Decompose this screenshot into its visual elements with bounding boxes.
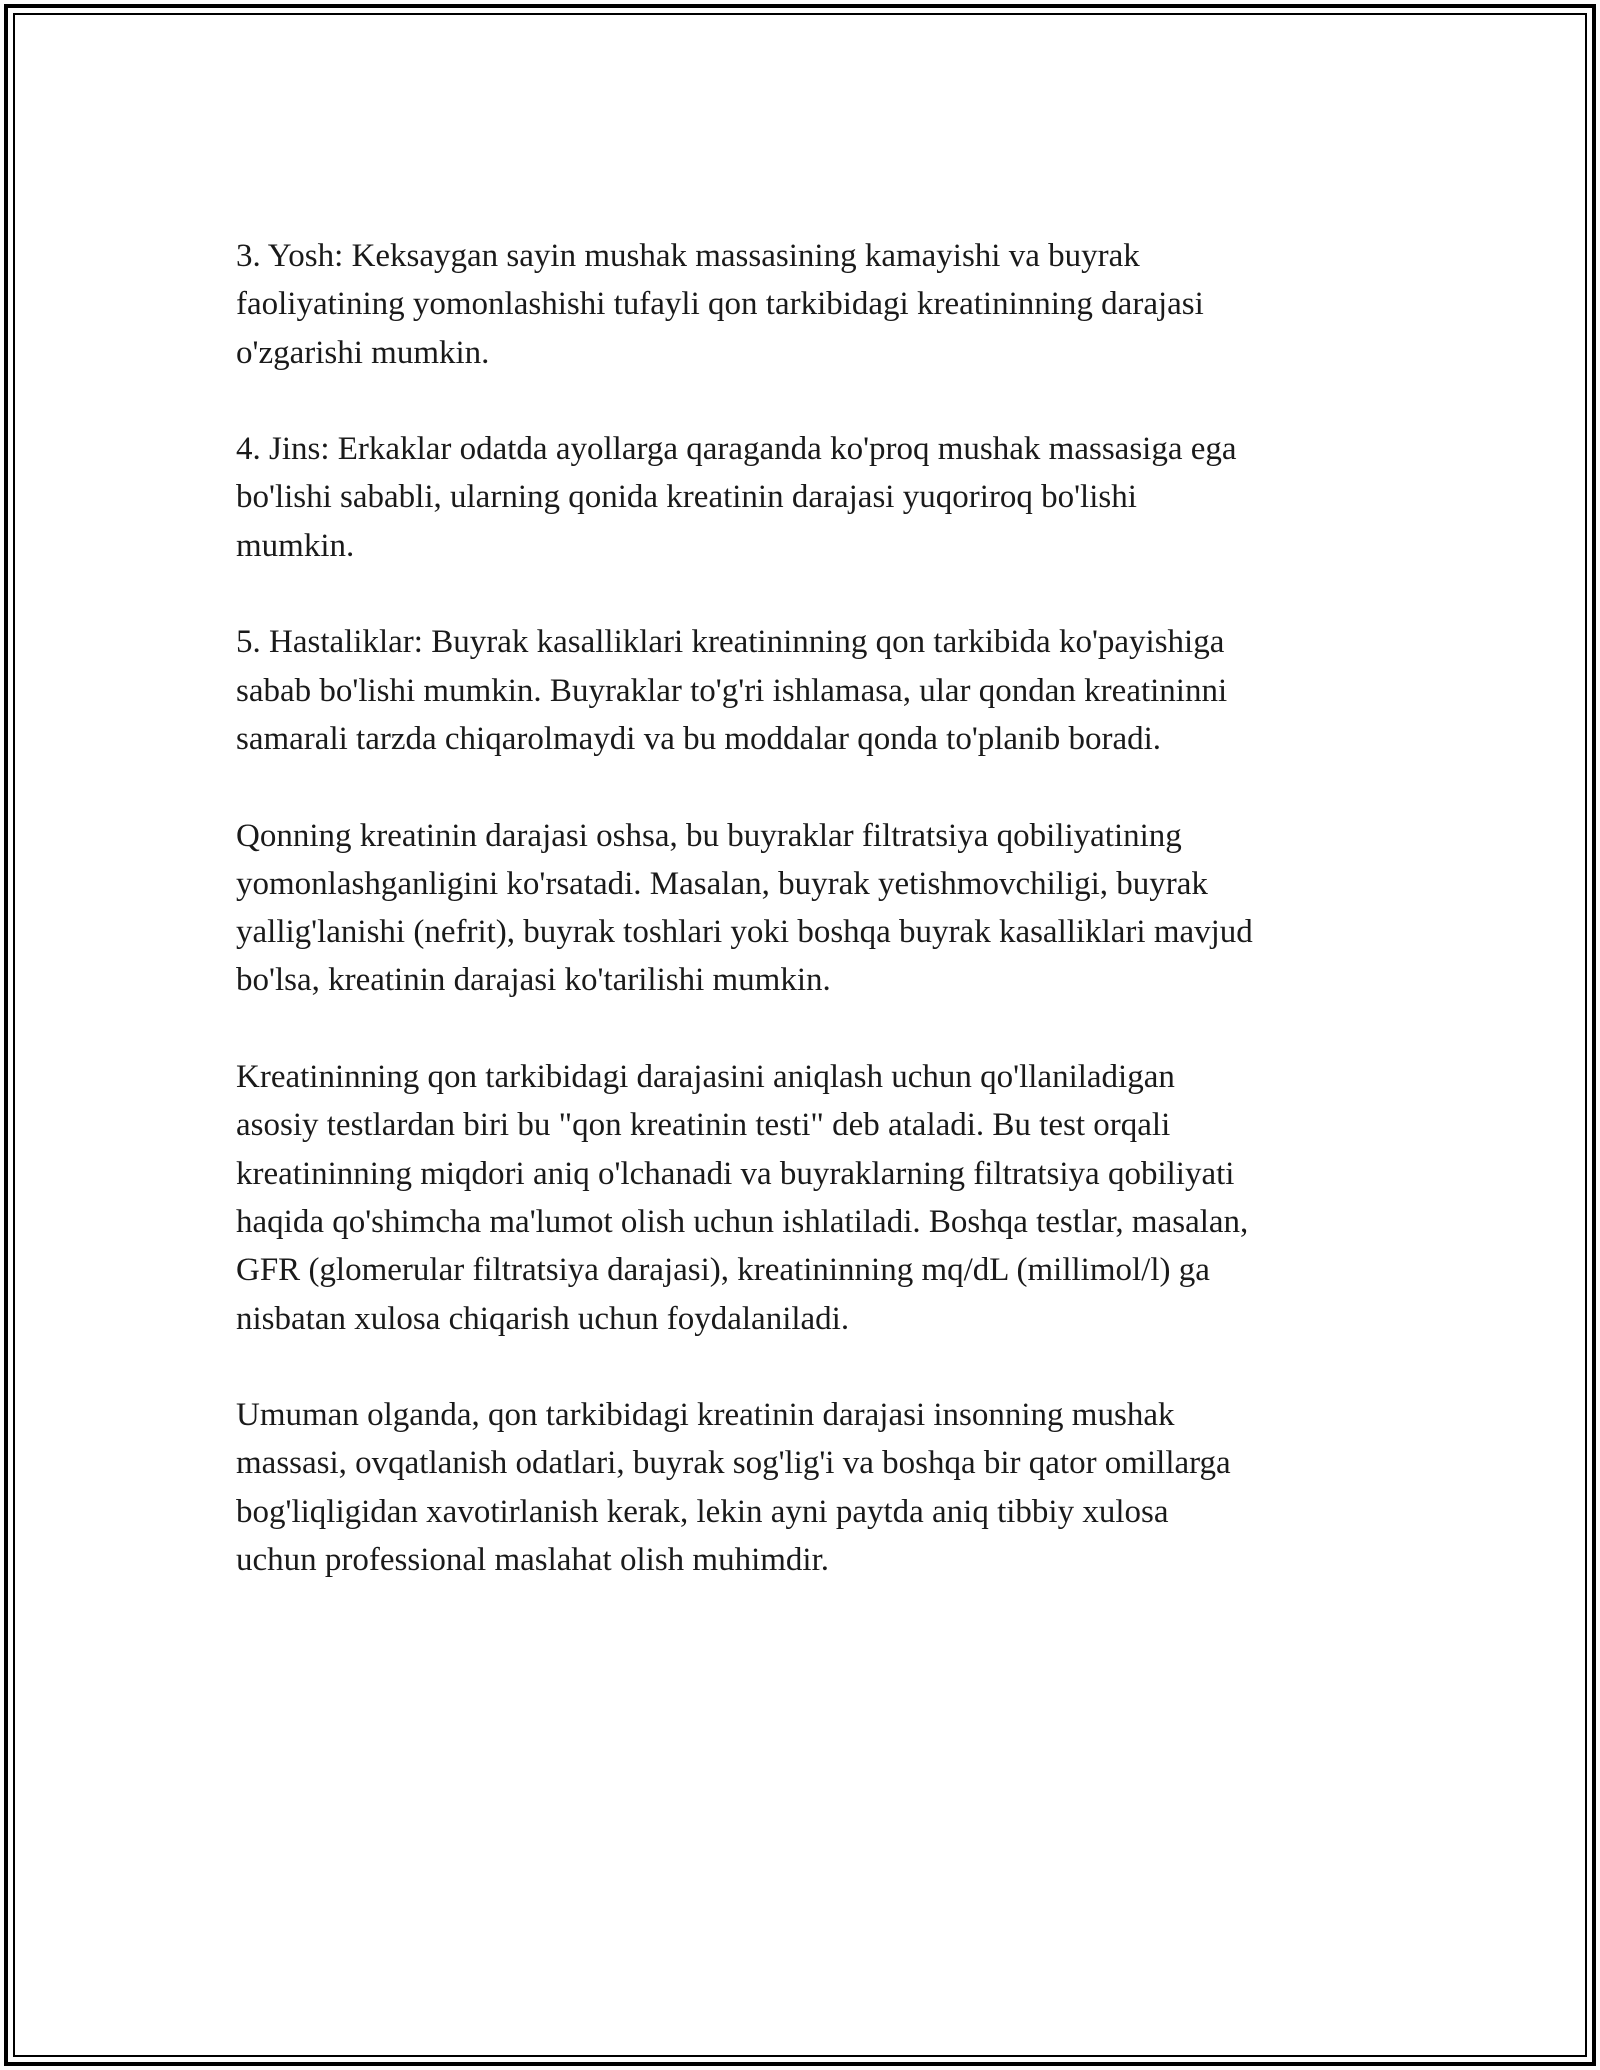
text-line: 4. Jins: Erkaklar odatda ayollarga qaraganda ko'proq mushak massasiga ega — [236, 431, 1237, 468]
paragraph-age — [236, 232, 1396, 377]
paragraph-diseases — [236, 618, 1396, 763]
paragraph-conclusion — [236, 1391, 1396, 1584]
text-line: o'zgarishi mumkin. — [236, 334, 490, 371]
text-line: 5. Hastaliklar: Buyrak kasalliklari kreatininning qon tarkibida ko'payishiga — [236, 624, 1225, 661]
text-line: GFR (glomerular filtratsiya darajasi), kreatininning mq/dL (millimol/l) ga — [236, 1252, 1210, 1289]
text-line: mumkin. — [236, 527, 355, 564]
text-line: asosiy testlardan biri bu "qon kreatinin testi" deb ataladi. Bu test orqali — [236, 1107, 1171, 1144]
text-line: 3. Yosh: Keksaygan sayin mushak massasining kamayishi va buyrak — [236, 238, 1140, 274]
text-line: yallig'lanishi (nefrit), buyrak toshlari yoki boshqa buyrak kasalliklari mavjud — [236, 914, 1253, 951]
text-line: yomonlashganligini ko'rsatadi. Masalan, buyrak yetishmovchiligi, buyrak — [236, 865, 1208, 902]
text-line: samarali tarzda chiqarolmaydi va bu moddalar qonda to'planib boradi. — [236, 720, 1162, 757]
text-line: bo'lsa, kreatinin darajasi ko'tarilishi mumkin. — [236, 962, 831, 999]
document-body — [236, 232, 1396, 1633]
text-line: sabab bo'lishi mumkin. Buyraklar to'g'ri ishlamasa, ular qondan kreatininni — [236, 672, 1228, 709]
paragraph-gender — [236, 425, 1396, 570]
text-line: haqida qo'shimcha ma'lumot olish uchun ishlatiladi. Boshqa testlar, masalan, — [236, 1203, 1249, 1240]
text-line: faoliyatining yomonlashishi tufayli qon tarkibidagi kreatininning darajasi — [236, 286, 1204, 323]
paragraph-elevated-creatinine — [236, 812, 1396, 1005]
text-line: bog'liqligidan xavotirlanish kerak, lekin ayni paytda aniq tibbiy xulosa — [236, 1493, 1169, 1530]
paragraph-tests — [236, 1053, 1396, 1343]
text-line: uchun professional maslahat olish muhimdir. — [236, 1542, 830, 1579]
text-line: massasi, ovqatlanish odatlari, buyrak sog'lig'i va boshqa bir qator omillarga — [236, 1445, 1231, 1482]
text-line: bo'lishi sababli, ularning qonida kreatinin darajasi yuqoriroq bo'lishi — [236, 479, 1137, 516]
text-line: kreatininning miqdori aniq o'lchanadi va buyraklarning filtratsiya qobiliyati — [236, 1155, 1235, 1192]
text-line: Umuman olganda, qon tarkibidagi kreatinin darajasi insonning mushak — [236, 1397, 1175, 1434]
text-line: Qonning kreatinin darajasi oshsa, bu buyraklar filtratsiya qobiliyatining — [236, 817, 1182, 854]
text-line: Kreatininning qon tarkibidagi darajasini aniqlash uchun qo'llaniladigan — [236, 1059, 1175, 1096]
text-line: nisbatan xulosa chiqarish uchun foydalaniladi. — [236, 1300, 850, 1337]
